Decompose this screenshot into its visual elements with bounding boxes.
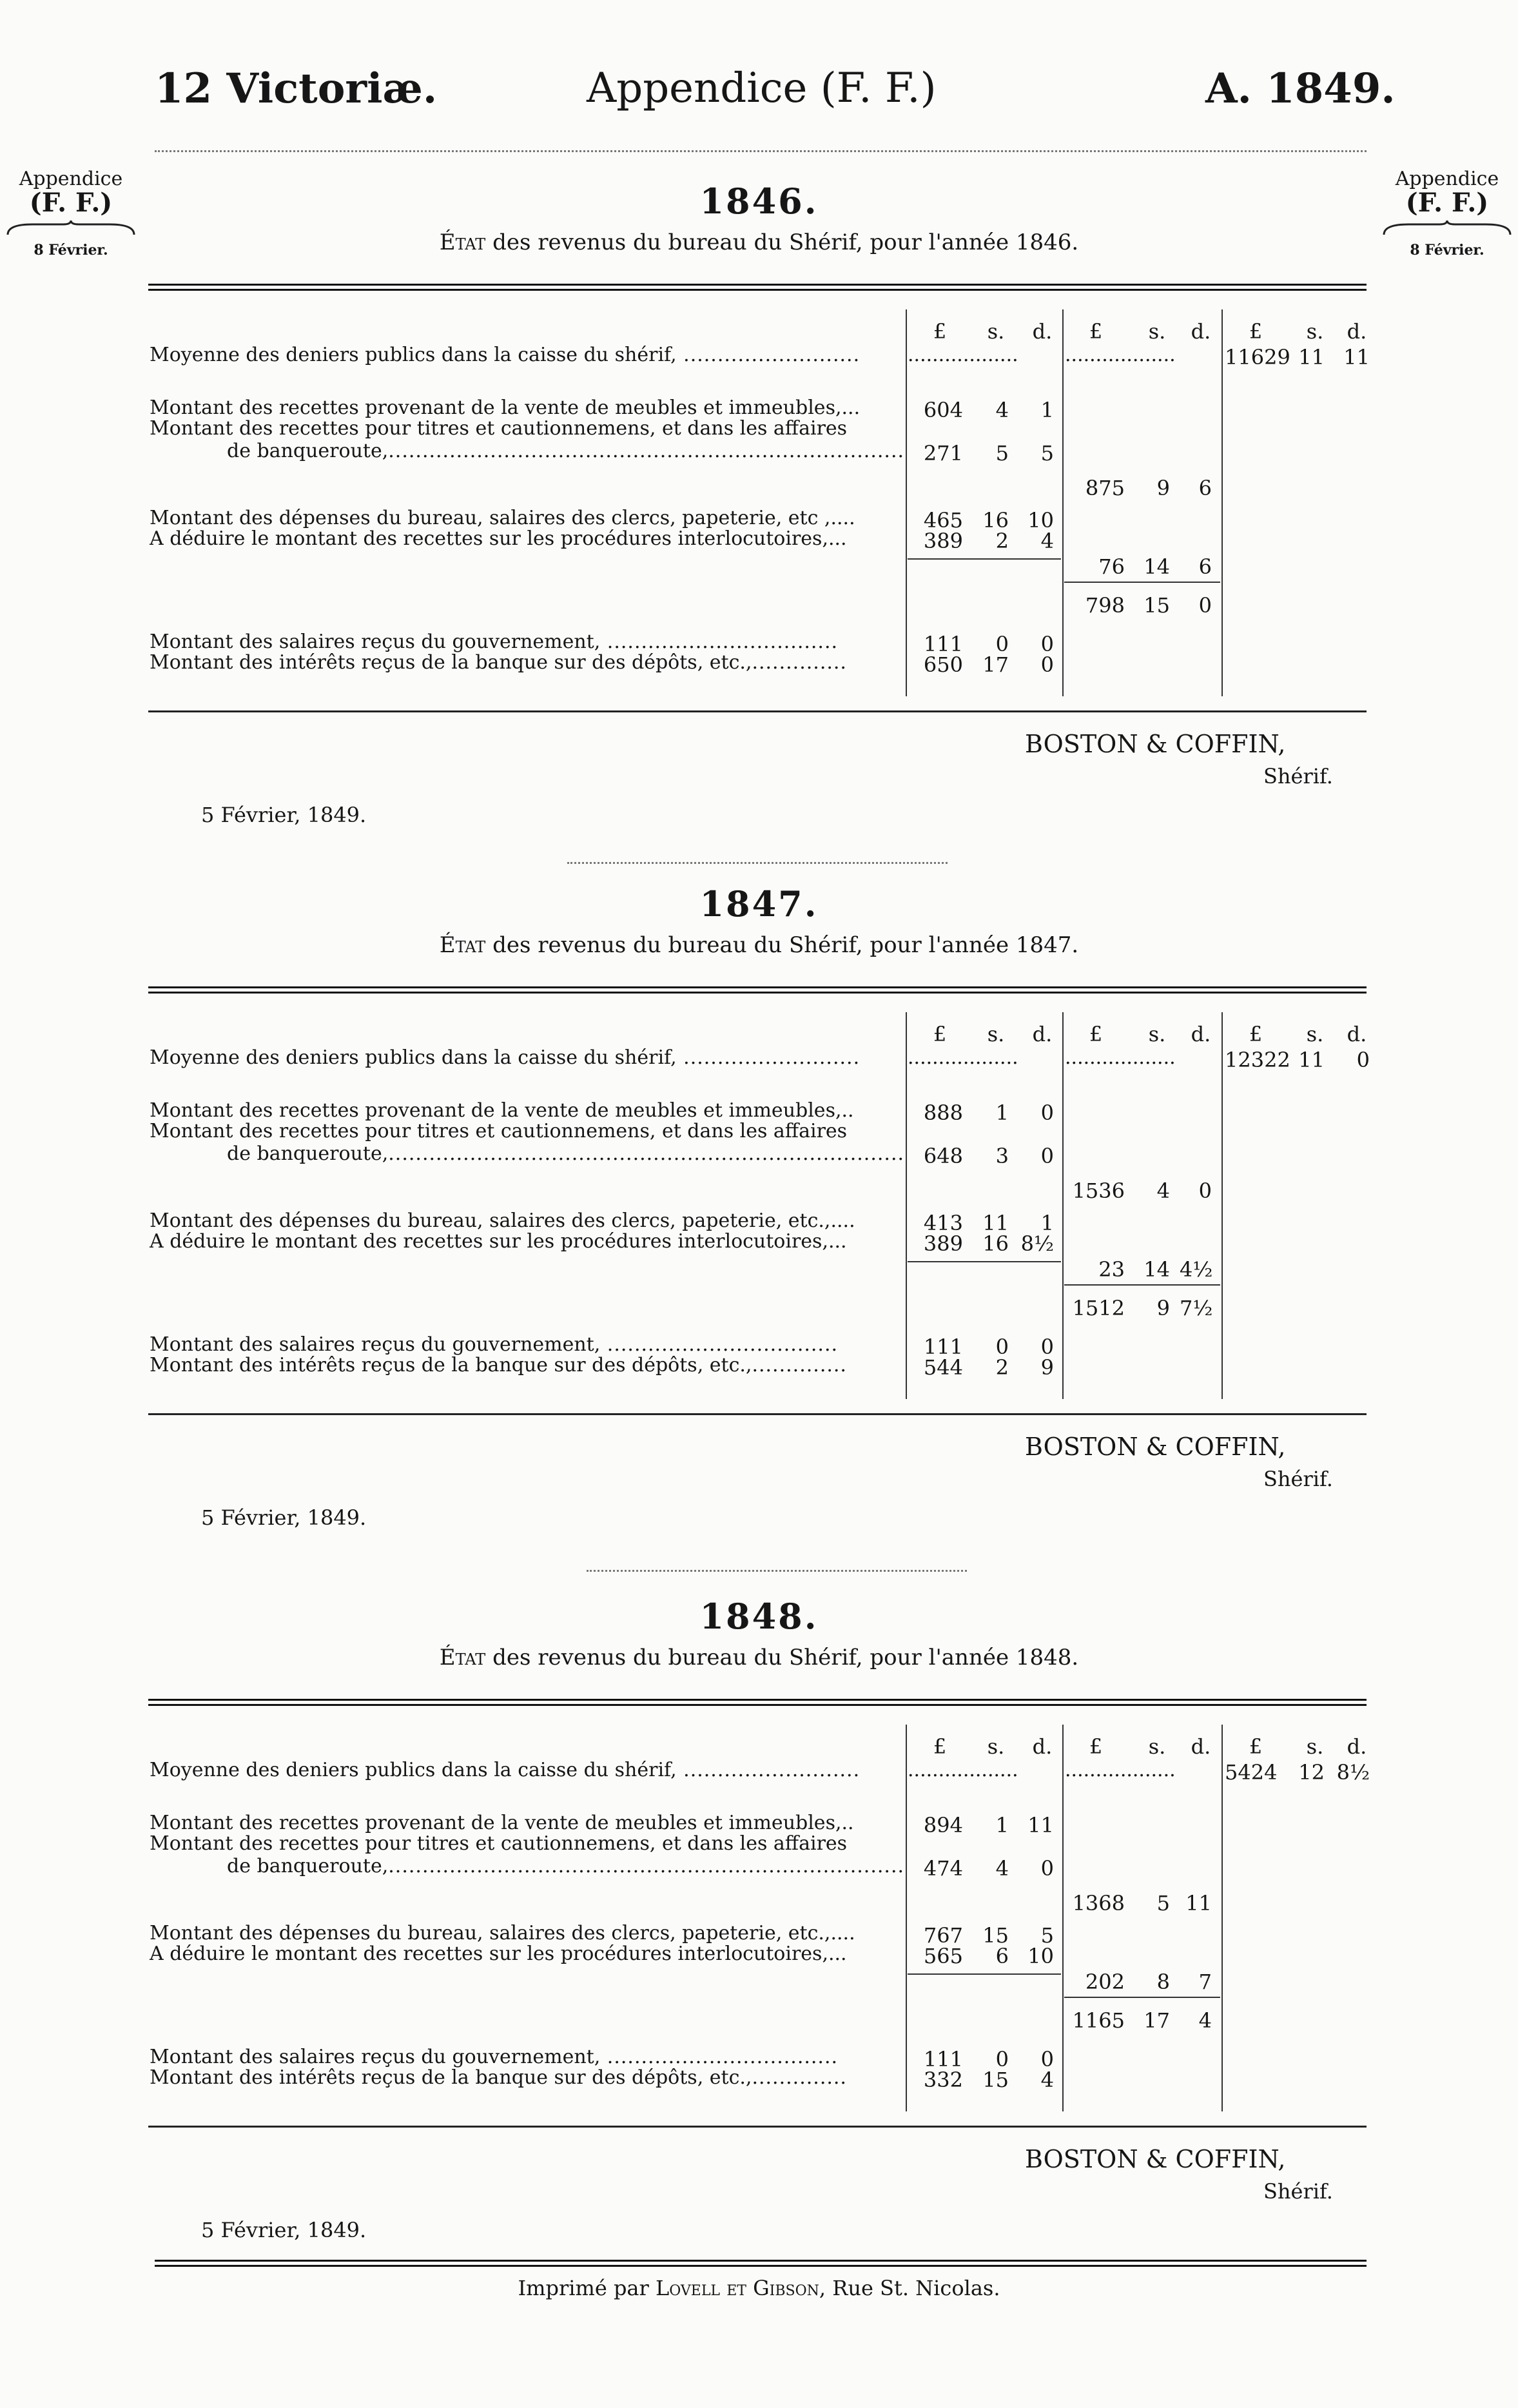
row-label-titres-cont: de banqueroute,............................................................................	[227, 1142, 905, 1165]
row-label-titres: Montant des recettes pour titres et cautionnemens, et dans les affaires	[150, 1832, 848, 1855]
value-pence: 4	[1040, 2068, 1054, 2092]
value-shillings: 4	[995, 1856, 1009, 1881]
margin-note-date: 8 Février.	[34, 242, 108, 259]
title-rest: des revenus du bureau du Shérif, pour l'année 1847.	[485, 932, 1079, 958]
value-pounds: 23	[1098, 1257, 1125, 1282]
col-head-pounds: £	[1089, 319, 1103, 344]
col-head-shillings: s.	[987, 319, 1005, 344]
column-rule	[1221, 1725, 1223, 2111]
value-pounds: 565	[923, 1944, 963, 1968]
row-label-titres: Montant des recettes pour titres et cautionnemens, et dans les affaires	[150, 417, 848, 440]
col-head-pence: d.	[1347, 1022, 1367, 1046]
value-pounds: 888	[923, 1101, 963, 1125]
table-bottom-rule	[148, 1413, 1367, 1415]
col-head-pounds: £	[933, 1734, 947, 1759]
section-separator	[567, 862, 948, 864]
value-shillings: 0	[995, 1335, 1009, 1359]
title-etat: État	[439, 932, 486, 958]
title-etat: État	[439, 230, 486, 255]
subtotal-rule	[1064, 582, 1220, 583]
value-pence: 4	[1040, 529, 1054, 553]
value-shillings: 17	[1143, 2008, 1170, 2033]
row-label-salaires: Montant des salaires reçus du gouvernement, ..................................	[150, 2046, 839, 2068]
value-pounds: 111	[923, 2047, 963, 2071]
value-pence: 0	[1198, 1179, 1212, 1203]
row-leader: ..................	[908, 1759, 1018, 1781]
row-leader: ..................	[1065, 1759, 1176, 1781]
value-pence: 5	[1040, 441, 1054, 465]
row-label-meubles: Montant des recettes provenant de la vente de meubles et immeubles,..	[150, 1099, 854, 1122]
col-head-pounds: £	[1249, 319, 1263, 344]
statement-date: 5 Février, 1849.	[201, 803, 367, 827]
row-label-deduire: A déduire le montant des recettes sur les procédures interlocutoires,...	[150, 1230, 847, 1253]
value-pounds: 474	[923, 1856, 963, 1881]
title-etat: État	[439, 1645, 486, 1670]
value-pence: 11	[1027, 1813, 1054, 1837]
subtotal-rule	[908, 1261, 1061, 1262]
table-bottom-rule	[148, 2126, 1367, 2128]
column-rule	[1062, 1012, 1064, 1399]
value-shillings: 11	[1298, 345, 1325, 369]
signature: BOSTON & COFFIN,	[1025, 1433, 1286, 1461]
statement-title	[0, 230, 1518, 255]
value-pence: 0	[1356, 1048, 1370, 1072]
col-head-shillings: s.	[1306, 1022, 1324, 1046]
statement-date: 5 Février, 1849.	[201, 2218, 367, 2242]
value-pounds: 11629	[1225, 345, 1290, 369]
value-shillings: 4	[995, 398, 1009, 422]
value-pounds: 648	[923, 1144, 963, 1168]
value-pence: 10	[1027, 508, 1054, 533]
section-separator	[587, 1570, 967, 1572]
col-head-pence: d.	[1347, 319, 1367, 344]
row-label-moyenne: Moyenne des deniers publics dans la caisse du shérif, ..........................	[150, 344, 861, 366]
value-pounds: 111	[923, 632, 963, 656]
value-pounds: 544	[923, 1355, 963, 1380]
value-shillings: 1	[995, 1813, 1009, 1837]
row-label-deduire: A déduire le montant des recettes sur les procédures interlocutoires,...	[150, 527, 847, 550]
signature-title: Shérif.	[1263, 2179, 1333, 2204]
value-pounds: 1536	[1072, 1179, 1125, 1203]
title-rest: des revenus du bureau du Shérif, pour l'année 1848.	[485, 1645, 1079, 1670]
col-head-pence: d.	[1032, 319, 1053, 344]
statement-title	[0, 1645, 1518, 1670]
signature-title: Shérif.	[1263, 764, 1333, 788]
value-pounds: 767	[923, 1923, 963, 1948]
value-shillings: 2	[995, 529, 1009, 553]
subtotal-rule	[1064, 1997, 1220, 1998]
value-pence: 7½	[1180, 1296, 1213, 1320]
col-head-shillings: s.	[1148, 1022, 1166, 1046]
value-pence: 5	[1040, 1923, 1054, 1948]
value-pounds: 111	[923, 1335, 963, 1359]
col-head-shillings: s.	[1148, 1734, 1166, 1759]
value-pounds: 332	[923, 2068, 963, 2092]
col-head-shillings: s.	[1306, 319, 1324, 344]
value-pounds: 1368	[1072, 1891, 1125, 1915]
signature: BOSTON & COFFIN,	[1025, 2145, 1286, 2173]
signature: BOSTON & COFFIN,	[1025, 730, 1286, 758]
value-shillings: 15	[982, 1923, 1009, 1948]
value-pence: 0	[1040, 1856, 1054, 1881]
col-head-pence: d.	[1191, 319, 1211, 344]
value-pounds: 798	[1085, 593, 1125, 618]
row-label-titres-cont: de banqueroute,............................................................................	[227, 1855, 905, 1877]
col-head-pence: d.	[1032, 1734, 1053, 1759]
row-leader: ..................	[908, 344, 1018, 366]
row-label-meubles: Montant des recettes provenant de la vente de meubles et immeubles,..	[150, 1812, 854, 1834]
value-shillings: 16	[982, 1231, 1009, 1256]
column-rule	[1062, 1725, 1064, 2111]
statement-title	[0, 932, 1518, 958]
footer-rule	[155, 2260, 1367, 2267]
value-pence: 0	[1040, 652, 1054, 677]
value-pence: 4	[1198, 2008, 1212, 2033]
value-pence: 6	[1198, 476, 1212, 500]
margin-note-date: 8 Février.	[1410, 242, 1484, 259]
col-head-shillings: s.	[987, 1734, 1005, 1759]
value-pence: 0	[1040, 632, 1054, 656]
value-pence: 11	[1343, 345, 1370, 369]
value-pounds: 875	[1085, 476, 1125, 500]
row-label-interets: Montant des intérêts reçus de la banque sur des dépôts, etc.,..............	[150, 1354, 847, 1376]
value-pounds: 650	[923, 652, 963, 677]
value-shillings: 17	[982, 652, 1009, 677]
col-head-pounds: £	[933, 319, 947, 344]
value-pence: 0	[1040, 1101, 1054, 1125]
value-shillings: 16	[982, 508, 1009, 533]
value-pounds: 76	[1098, 554, 1125, 579]
col-head-shillings: s.	[1148, 319, 1166, 344]
header-right: A. 1849.	[1205, 64, 1396, 113]
value-shillings: 12	[1298, 1760, 1325, 1785]
value-pence: 7	[1198, 1970, 1212, 1994]
value-pence: 10	[1027, 1944, 1054, 1968]
row-label-interets: Montant des intérêts reçus de la banque sur des dépôts, etc.,..............	[150, 651, 847, 674]
row-label-moyenne: Moyenne des deniers publics dans la caisse du shérif, ..........................	[150, 1759, 861, 1781]
value-shillings: 14	[1143, 554, 1170, 579]
value-shillings: 0	[995, 2047, 1009, 2071]
col-head-shillings: s.	[987, 1022, 1005, 1046]
table-top-rule	[148, 986, 1367, 994]
subtotal-rule	[908, 558, 1061, 560]
row-label-salaires: Montant des salaires reçus du gouvernement, ..................................	[150, 1333, 839, 1356]
statement-year: 1847.	[699, 883, 819, 925]
value-shillings: 5	[995, 441, 1009, 465]
subtotal-rule	[908, 1973, 1061, 1975]
title-rest: des revenus du bureau du Shérif, pour l'année 1846.	[485, 230, 1079, 255]
row-label-meubles: Montant des recettes provenant de la vente de meubles et immeubles,...	[150, 396, 861, 419]
subtotal-rule	[1064, 1284, 1220, 1286]
value-pounds: 465	[923, 508, 963, 533]
column-rule	[906, 1725, 907, 2111]
row-leader: ..................	[1065, 344, 1176, 366]
row-label-moyenne: Moyenne des deniers publics dans la caisse du shérif, ..........................	[150, 1046, 861, 1069]
value-pence: 4½	[1180, 1257, 1213, 1282]
value-pence: 0	[1040, 1144, 1054, 1168]
col-head-shillings: s.	[1306, 1734, 1324, 1759]
value-pence: 0	[1040, 2047, 1054, 2071]
value-shillings: 8	[1156, 1970, 1170, 1994]
signature-title: Shérif.	[1263, 1467, 1333, 1491]
value-shillings: 6	[995, 1944, 1009, 1968]
value-pence: 9	[1040, 1355, 1054, 1380]
value-pence: 8½	[1336, 1760, 1370, 1785]
table-top-rule	[148, 284, 1367, 291]
col-head-pence: d.	[1347, 1734, 1367, 1759]
value-shillings: 5	[1156, 1891, 1170, 1915]
value-shillings: 11	[1298, 1048, 1325, 1072]
value-pounds: 271	[923, 441, 963, 465]
row-label-titres-cont: de banqueroute,............................................................................	[227, 440, 905, 462]
value-pounds: 413	[923, 1211, 963, 1235]
col-head-pounds: £	[1249, 1022, 1263, 1046]
value-shillings: 11	[982, 1211, 1009, 1235]
row-leader: ..................	[1065, 1046, 1176, 1069]
col-head-pence: d.	[1191, 1022, 1211, 1046]
value-pounds: 894	[923, 1813, 963, 1837]
value-pence: 6	[1198, 554, 1212, 579]
value-pence: 1	[1040, 398, 1054, 422]
value-pounds: 389	[923, 529, 963, 553]
value-shillings: 9	[1156, 1296, 1170, 1320]
value-shillings: 0	[995, 632, 1009, 656]
column-rule	[906, 309, 907, 696]
header-rule	[155, 150, 1367, 152]
value-shillings: 15	[1143, 593, 1170, 618]
margin-note-paren: (F. F.)	[29, 188, 113, 218]
value-shillings: 9	[1156, 476, 1170, 500]
margin-note-title: Appendice	[19, 168, 123, 190]
header-left: 12 Victoriæ.	[155, 64, 438, 113]
row-label-salaires: Montant des salaires reçus du gouvernement, ..................................	[150, 631, 839, 653]
value-pounds: 389	[923, 1231, 963, 1256]
row-label-titres: Montant des recettes pour titres et cautionnemens, et dans les affaires	[150, 1120, 848, 1142]
statement-year: 1848.	[699, 1596, 819, 1637]
column-rule	[1221, 309, 1223, 696]
value-shillings: 15	[982, 2068, 1009, 2092]
value-pounds: 1512	[1072, 1296, 1125, 1320]
col-head-pounds: £	[1249, 1734, 1263, 1759]
value-pence: 8½	[1020, 1231, 1054, 1256]
row-label-depenses: Montant des dépenses du bureau, salaires des clercs, papeterie, etc.,....	[150, 1209, 855, 1232]
value-pounds: 5424	[1225, 1760, 1278, 1785]
statement-year: 1846.	[699, 181, 819, 222]
printer-imprint: Imprimé par Lovell et Gibson, Rue St. Nicolas.	[518, 2276, 1000, 2300]
col-head-pence: d.	[1191, 1734, 1211, 1759]
col-head-pounds: £	[1089, 1022, 1103, 1046]
column-rule	[1221, 1012, 1223, 1399]
row-leader: ..................	[908, 1046, 1018, 1069]
col-head-pounds: £	[1089, 1734, 1103, 1759]
value-shillings: 3	[995, 1144, 1009, 1168]
value-pounds: 604	[923, 398, 963, 422]
value-shillings: 2	[995, 1355, 1009, 1380]
value-pounds: 1165	[1072, 2008, 1125, 2033]
row-label-interets: Montant des intérêts reçus de la banque sur des dépôts, etc.,..............	[150, 2066, 847, 2089]
row-label-deduire: A déduire le montant des recettes sur les procédures interlocutoires,...	[150, 1943, 847, 1965]
value-pence: 11	[1185, 1891, 1212, 1915]
col-head-pounds: £	[933, 1022, 947, 1046]
table-bottom-rule	[148, 710, 1367, 712]
margin-note-paren: (F. F.)	[1405, 188, 1489, 218]
value-shillings: 4	[1156, 1179, 1170, 1203]
margin-note-title: Appendice	[1395, 168, 1499, 190]
value-shillings: 1	[995, 1101, 1009, 1125]
value-pounds: 202	[1085, 1970, 1125, 1994]
header-center: Appendice (F. F.)	[587, 64, 937, 112]
value-shillings: 14	[1143, 1257, 1170, 1282]
value-pence: 0	[1040, 1335, 1054, 1359]
row-label-depenses: Montant des dépenses du bureau, salaires des clercs, papeterie, etc.,....	[150, 1922, 855, 1944]
statement-date: 5 Février, 1849.	[201, 1505, 367, 1530]
value-pence: 1	[1040, 1211, 1054, 1235]
table-top-rule	[148, 1699, 1367, 1706]
col-head-pence: d.	[1032, 1022, 1053, 1046]
column-rule	[906, 1012, 907, 1399]
value-pence: 0	[1198, 593, 1212, 618]
value-pounds: 12322	[1225, 1048, 1290, 1072]
row-label-depenses: Montant des dépenses du bureau, salaires des clercs, papeterie, etc ,....	[150, 507, 855, 529]
column-rule	[1062, 309, 1064, 696]
